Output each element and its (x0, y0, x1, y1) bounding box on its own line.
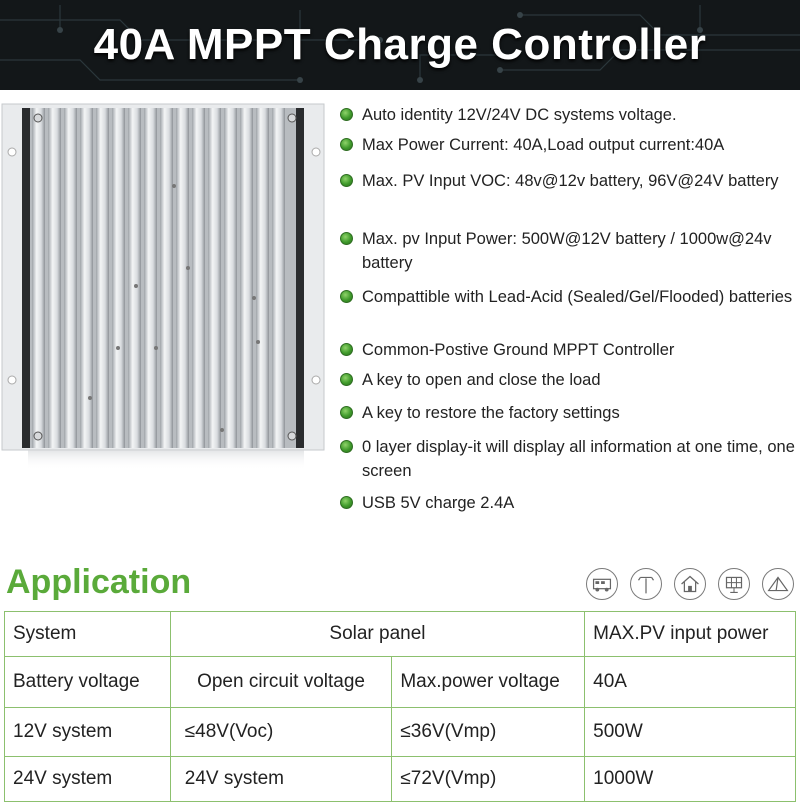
application-icons (586, 568, 798, 604)
table-cell: 12V system (5, 708, 171, 757)
list-item: Compattible with Lead-Acid (Sealed/Gel/Flooded) batteries (340, 285, 792, 309)
table-row (5, 612, 796, 657)
header-banner (0, 0, 800, 90)
bullet-icon (340, 406, 353, 419)
application-heading: Application (6, 563, 192, 601)
table-cell: 500W (585, 708, 796, 757)
table-cell: Solar panel (170, 612, 584, 657)
bullet-icon (340, 108, 353, 121)
table-row (5, 657, 796, 708)
table-cell: ≤48V(Voc) (170, 708, 392, 757)
list-item: Common-Postive Ground MPPT Controller (340, 338, 674, 362)
bullet-icon (340, 373, 353, 386)
list-item: Max Power Current: 40A,Load output current:40A (340, 133, 724, 157)
list-item: USB 5V charge 2.4A (340, 491, 514, 515)
table-cell: MAX.PV input power (585, 612, 796, 657)
table-cell: Max.power voltage (392, 657, 585, 708)
bullet-icon (340, 343, 353, 356)
table-cell: 24V system (5, 757, 171, 802)
table-cell: 1000W (585, 757, 796, 802)
table-cell: ≤72V(Vmp) (392, 757, 585, 802)
table-cell: Open circuit voltage (170, 657, 392, 708)
list-item: A key to restore the factory settings (340, 401, 620, 425)
bullet-icon (340, 232, 353, 245)
table-cell: System (5, 612, 171, 657)
spec-table (4, 611, 796, 802)
bullet-icon (340, 138, 353, 151)
bullet-icon (340, 290, 353, 303)
table-cell: Battery voltage (5, 657, 171, 708)
tent-icon (762, 568, 794, 600)
table-cell: 40A (585, 657, 796, 708)
list-item: 0 layer display-it will display all information at one time, one screen (340, 435, 795, 483)
house-icon (674, 568, 706, 600)
solar-panel-icon (718, 568, 750, 600)
list-item: Auto identity 12V/24V DC systems voltage. (340, 103, 677, 127)
page-title: 40A MPPT Charge Controller (93, 20, 707, 69)
bullet-icon (340, 496, 353, 509)
list-item: Max. pv Input Power: 500W@12V battery / 1000w@24v battery (340, 227, 795, 275)
list-item: A key to open and close the load (340, 368, 601, 392)
table-row (5, 757, 796, 802)
table-cell: ≤36V(Vmp) (392, 708, 585, 757)
table-cell: 24V system (170, 757, 392, 802)
rv-icon (586, 568, 618, 600)
street-light-icon (630, 568, 662, 600)
table-row (5, 708, 796, 757)
list-item: Max. PV Input VOC: 48v@12v battery, 96V@24V battery (340, 169, 779, 193)
bullet-icon (340, 440, 353, 453)
charge-controller-image (0, 100, 330, 470)
bullet-icon (340, 174, 353, 187)
